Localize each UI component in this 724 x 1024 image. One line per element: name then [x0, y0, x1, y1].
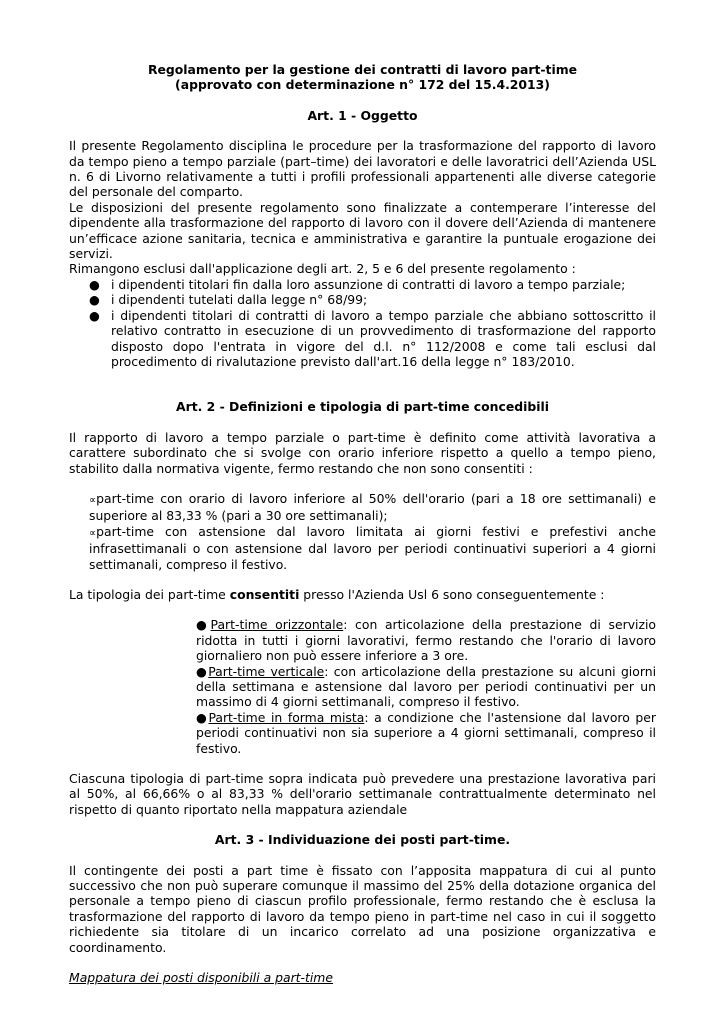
art1-exclusion-list: [69, 277, 656, 369]
art2-paragraph-last: Ciascuna tipologia di part-time sopra indicata può prevedere una prestazione lavorativa pari al 50%, al 66,66% o al 83,33 % dell'orario settimanale contrattualmente determinato nel rispetto di quanto riportato nella mappatura aziendale: [69, 771, 656, 817]
art3-paragraph-1: Il contingente dei posti a part time è fissato con l’apposita mappatura di cui al punto successivo che non può superare comunque il massimo del 25% della dotazione organica del personale a tempo pieno di ciascun profilo professionale, fermo restando che è esclusa la trasformazione del rapporto di lavoro da tempo pieno in part-time nel caso in cui il soggetto richiedente sia titolare di un incarico correlato ad una posizione organizzativa e coordinamento.: [69, 862, 656, 955]
art2-not-allowed-list: [89, 491, 656, 572]
art1-paragraph-2: Le disposizioni del presente regolamento sono finalizzate a contemperare l’interesse del dipendente alla trasformazione del rapporto di lavoro con il dovere dell’Azienda di mantenere un’efficace azione sanitaria, tecnica e amministrativa e garantire la puntuale erogazione dei servizi.: [69, 199, 656, 262]
bullet-icon: ●: [89, 307, 100, 323]
art2-types-list: [196, 617, 656, 756]
art1-paragraph-1: Il presente Regolamento disciplina le procedure per la trasformazione del rapporto di lavoro da tempo pieno a tempo parziale (part–time) dei lavoratori e delle lavoratrici dell’Azienda USL n. 6 di Livorno relativamente a tutti i profili professionali appartenenti alle diverse categorie del personale del comparto.: [69, 138, 656, 200]
list-item: ●Part-time in forma mista: a condizione che l'astensione dal lavoro per periodi continuativi non sia superiore a 4 giorni settimanali, compreso il festivo.: [196, 709, 656, 756]
bullet-icon: ●: [89, 292, 100, 308]
art3-heading: Art. 3 - Individuazione dei posti part-time.: [214, 832, 511, 848]
bullet-icon: ●: [196, 617, 211, 633]
list-item: ∝part-time con astensione dal lavoro limitata ai giorni festivi e prefestivi anche infrasettimanali o con astensione dal lavoro per periodi continuativi superiori a 4 giorni settimanali, compreso il festivo.: [89, 523, 656, 572]
bullet-icon: ●: [89, 276, 100, 292]
list-item: ●Part-time verticale: con articolazione della prestazione su alcuni giorni della settimana e astensione dal lavoro per periodi continuativi per un massimo di 4 giorni settimanali, compreso il festivo.: [196, 663, 657, 710]
art2-tipologia-intro: La tipologia dei part-time consentiti presso l'Azienda Usl 6 sono conseguentemente :: [69, 586, 605, 602]
art2-heading: Art. 2 - Definizioni e tipologia di part-time concedibili: [176, 399, 549, 415]
document-title-line1: Regolamento per la gestione dei contratti di lavoro part-time: [147, 62, 578, 77]
proportional-icon: ∝: [89, 527, 97, 539]
bullet-icon: ●: [196, 663, 209, 679]
list-item: ∝part-time con orario di lavoro inferiore al 50% dell'orario (pari a 18 ore settimanali) e superiore al 83,33 % (pari a 30 ore settimanali);: [89, 490, 656, 524]
list-item: ●Part-time orizzontale: con articolazione della prestazione di servizio ridotta in tutti i giorni lavorativi, fermo restando che l'orario di lavoro giornaliero non può essere inferiore a 3 ore.: [196, 617, 656, 664]
list-item: ● i dipendenti titolari di contratti di lavoro a tempo parziale che abbiano sottoscritto il relativo contratto in esecuzione di un provvedimento di trasformazione del rapporto disposto dopo l'entrata in vigore del d.l. n° 112/2008 e come tali esclusi dal procedimento di rivalutazione previsto dall'art.16 della legge n° 183/2010.: [89, 307, 656, 369]
proportional-icon: ∝: [89, 494, 97, 506]
art1-heading: Art. 1 - Oggetto: [307, 107, 418, 123]
bullet-icon: ●: [196, 709, 209, 725]
art1-paragraph-3: Rimangono esclusi dall'applicazione degli art. 2, 5 e 6 del presente regolamento :: [69, 261, 576, 277]
document-page: [69, 62, 656, 986]
art3-subheading: Mappatura dei posti disponibili a part-time: [69, 970, 333, 986]
list-item: ● i dipendenti titolari fin dalla loro assunzione di contratti di lavoro a tempo parziale;: [89, 276, 626, 292]
art2-paragraph-1: Il rapporto di lavoro a tempo parziale o part-time è definito come attività lavorativa a carattere subordinato che si svolge con orario inferiore rispetto a quello a tempo pieno, stabilito dalla normativa vigente, fermo restando che non sono consentiti :: [69, 429, 656, 476]
document-title-line2: (approvato con determinazione n° 172 del 15.4.2013): [175, 77, 550, 93]
list-item: ● i dipendenti tutelati dalla legge n° 68/99;: [89, 292, 368, 308]
